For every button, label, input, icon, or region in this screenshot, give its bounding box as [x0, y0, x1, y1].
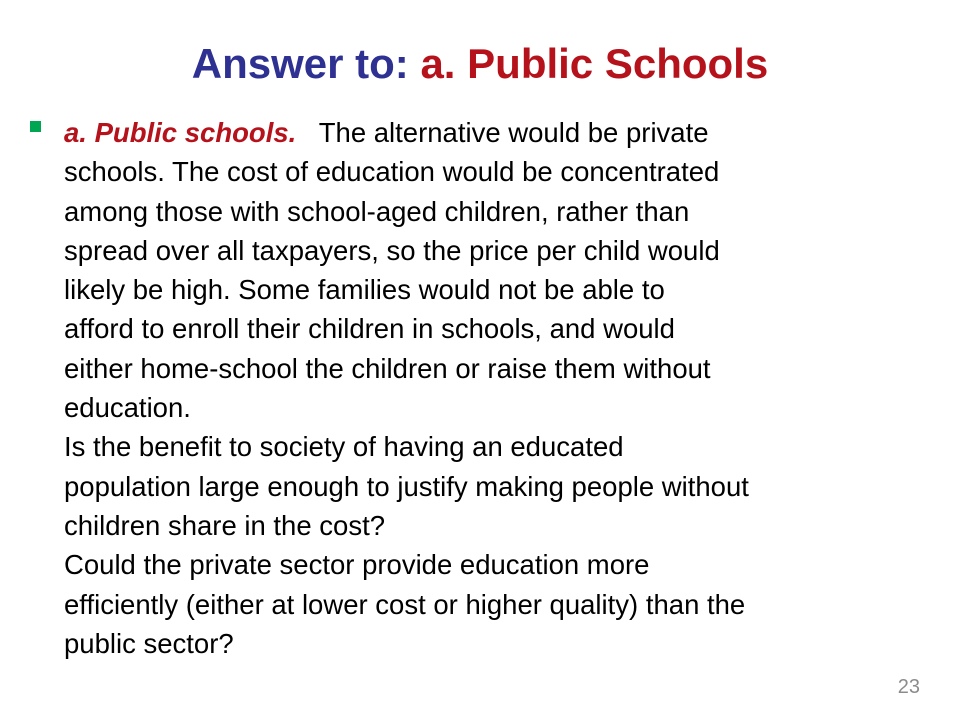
question-line: children share in the cost? — [64, 509, 386, 541]
text-line: afford to enroll their children in schools, and would — [64, 313, 675, 345]
text-line: spread over all taxpayers, so the price per child would — [64, 234, 720, 266]
bullet-paragraph — [64, 113, 944, 663]
question-line: Could the private sector provide education more — [64, 549, 650, 581]
text-line: likely be high. Some families would not be able to — [64, 274, 665, 306]
question-line: Is the benefit to society of having an educated — [64, 431, 624, 463]
question-line: public sector? — [64, 627, 234, 659]
text-line — [64, 113, 944, 152]
title-topic: a. Public Schools — [420, 40, 769, 87]
emphasis-label: a. Public schools. — [64, 117, 297, 148]
page-number: 23 — [897, 676, 920, 698]
question-line: population large enough to justify making people without — [64, 470, 749, 502]
question-line: efficiently (either at lower cost or higher quality) than the — [64, 588, 746, 620]
square-bullet-icon — [30, 121, 41, 132]
text-line: among those with school-aged children, rather than — [64, 195, 690, 227]
text-line: schools. The cost of education would be concentrated — [64, 156, 720, 188]
slide-title — [0, 38, 960, 90]
text-line: either home-school the children or raise them without — [64, 352, 711, 384]
text-line-rest: The alternative would be private — [296, 117, 709, 148]
title-prefix: Answer to: — [191, 40, 421, 87]
text-line: education. — [64, 392, 191, 424]
